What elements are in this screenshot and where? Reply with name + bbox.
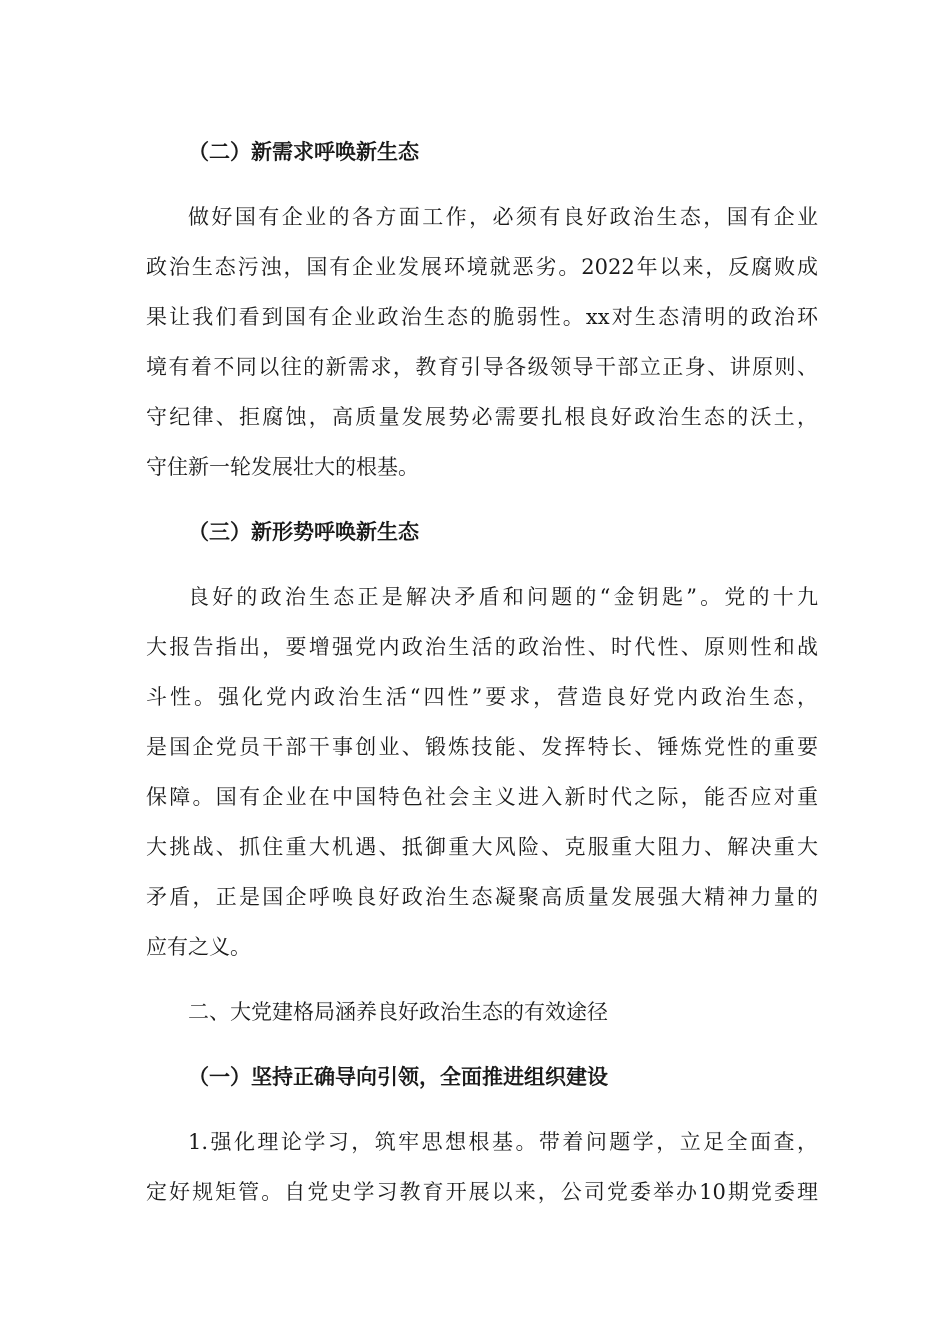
paragraph-line: 保障。国有企业在中国特色社会主义进入新时代之际，能否应对重 <box>146 785 818 809</box>
paragraph-line: 是国企党员干部干事创业、锻炼技能、发挥特长、锤炼党性的重要 <box>146 735 818 759</box>
paragraph-line: 大报告指出，要增强党内政治生活的政治性、时代性、原则性和战 <box>146 635 818 659</box>
section-heading-2: （二）新需求呼唤新生态 <box>188 140 419 164</box>
paragraph-line: 定好规矩管。自党史学习教育开展以来，公司党委举办10期党委理 <box>146 1180 818 1204</box>
part-heading-2: 二、大党建格局涵养良好政治生态的有效途径 <box>188 1000 608 1024</box>
paragraph-line: 良好的政治生态正是解决矛盾和问题的“金钥匙”。党的十九 <box>188 585 818 609</box>
paragraph-line: 矛盾，正是国企呼唤良好政治生态凝聚高质量发展强大精神力量的 <box>146 885 818 909</box>
paragraph-line: 斗性。强化党内政治生活“四性”要求，营造良好党内政治生态， <box>146 685 818 709</box>
subsection-heading-1: （一）坚持正确导向引领，全面推进组织建设 <box>188 1065 608 1089</box>
paragraph-line: 境有着不同以往的新需求，教育引导各级领导干部立正身、讲原则、 <box>146 355 818 379</box>
paragraph-line: 守住新一轮发展壮大的根基。 <box>146 455 419 479</box>
paragraph-line: 应有之义。 <box>146 935 251 959</box>
section-heading-3: （三）新形势呼唤新生态 <box>188 520 419 544</box>
paragraph-line: 大挑战、抓住重大机遇、抵御重大风险、克服重大阻力、解决重大 <box>146 835 818 859</box>
paragraph-line: 果让我们看到国有企业政治生态的脆弱性。xx对生态清明的政治环 <box>146 305 818 329</box>
paragraph-line: 1.强化理论学习，筑牢思想根基。带着问题学，立足全面查， <box>188 1130 818 1154</box>
paragraph-line: 做好国有企业的各方面工作，必须有良好政治生态，国有企业 <box>188 205 818 229</box>
paragraph-line: 守纪律、拒腐蚀，高质量发展势必需要扎根良好政治生态的沃土， <box>146 405 818 429</box>
paragraph-line: 政治生态污浊，国有企业发展环境就恶劣。2022年以来，反腐败成 <box>146 255 818 279</box>
